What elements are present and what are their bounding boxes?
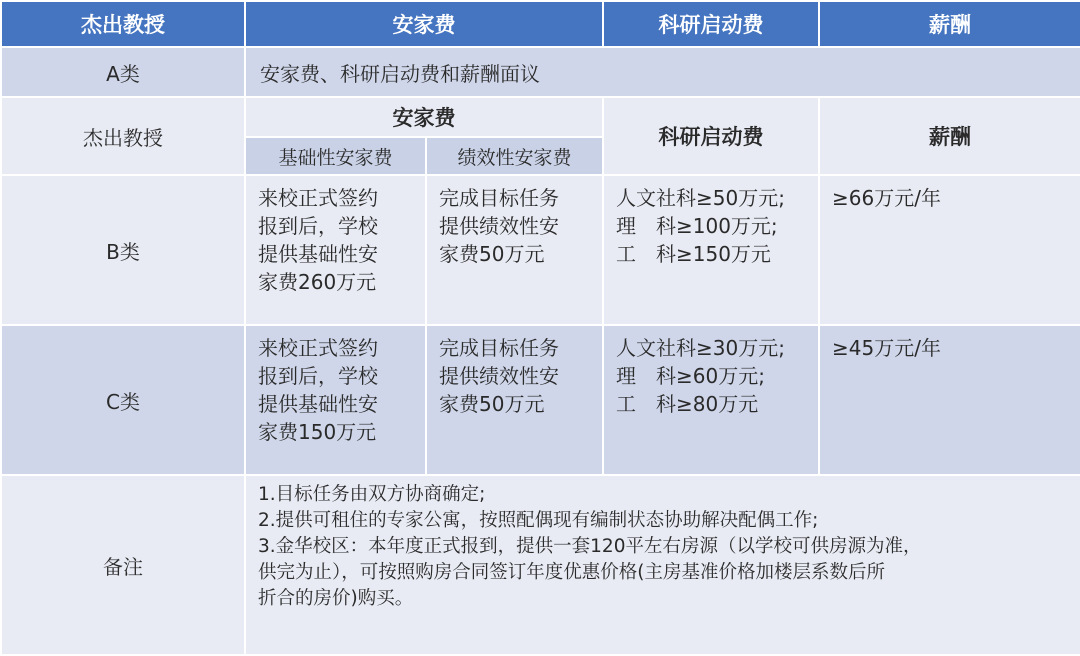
row-c-basic-line: 报到后，学校: [258, 364, 378, 388]
header-settlement-fee: 安家费: [245, 1, 603, 47]
row-b-performance-fee: [426, 175, 603, 325]
row-c-basic-line: 来校正式签约: [258, 336, 378, 360]
notes-line: 1.目标任务由双方协商确定;: [258, 484, 486, 505]
row-b-salary-text: ≥66万元/年: [832, 186, 941, 210]
subheader-settlement-fee: 安家费: [245, 97, 603, 137]
row-c-research-line: 理 科≥60万元;: [616, 364, 765, 388]
row-b-performance-line: 完成目标任务: [439, 186, 559, 210]
row-b-salary: [819, 175, 1080, 325]
notes-content: [245, 475, 1080, 655]
subheader-row: [1, 97, 1080, 137]
header-research-fund: 科研启动费: [603, 1, 819, 47]
row-c-research-line: 工 科≥80万元: [616, 392, 759, 416]
row-b-basic-fee: [245, 175, 426, 325]
header-category: 杰出教授: [1, 1, 245, 47]
subheader-salary: 薪酬: [819, 97, 1080, 175]
row-c-research-line: 人文社科≥30万元;: [616, 336, 785, 360]
row-c-label: C类: [1, 325, 245, 475]
row-b-research-fund: [603, 175, 819, 325]
header-salary: 薪酬: [819, 1, 1080, 47]
row-c-performance-fee: [426, 325, 603, 475]
row-c-basic-fee: [245, 325, 426, 475]
notes-line: 3.金华校区：本年度正式报到，提供一套120平左右房源（以学校可供房源为准，: [258, 536, 922, 557]
notes-line: 2.提供可租住的专家公寓，按照配偶现有编制状态协助解决配偶工作;: [258, 510, 819, 531]
subheader-basic-fee: 基础性安家费: [245, 137, 426, 175]
header-row: [1, 1, 1080, 47]
row-a: [1, 47, 1080, 97]
notes-label: 备注: [1, 475, 245, 655]
row-b-performance-line: 家费50万元: [439, 242, 545, 266]
subheader-category: 杰出教授: [1, 97, 245, 175]
row-c-performance-line: 完成目标任务: [439, 336, 559, 360]
row-b-research-line: 工 科≥150万元: [616, 242, 771, 266]
row-b-research-line: 人文社科≥50万元;: [616, 186, 785, 210]
row-c-salary: [819, 325, 1080, 475]
row-a-label: A类: [1, 47, 245, 97]
notes-line: 供完为止），可按照购房合同签订年度优惠价格(主房基准价格加楼层系数后所: [258, 562, 885, 583]
row-c: [1, 325, 1080, 475]
row-c-salary-text: ≥45万元/年: [832, 336, 941, 360]
row-b-basic-line: 家费260万元: [258, 270, 377, 294]
row-b-basic-line: 提供基础性安: [258, 242, 378, 266]
row-c-basic-line: 家费150万元: [258, 420, 377, 444]
notes-row: [1, 475, 1080, 655]
row-b-research-line: 理 科≥100万元;: [616, 214, 778, 238]
subheader-performance-fee: 绩效性安家费: [426, 137, 603, 175]
row-b-performance-line: 提供绩效性安: [439, 214, 559, 238]
row-c-basic-line: 提供基础性安: [258, 392, 378, 416]
row-b-label: B类: [1, 175, 245, 325]
row-c-research-fund: [603, 325, 819, 475]
row-b-basic-line: 报到后，学校: [258, 214, 378, 238]
row-c-performance-line: 家费50万元: [439, 392, 545, 416]
subheader-research-fund: 科研启动费: [603, 97, 819, 175]
row-b-basic-line: 来校正式签约: [258, 186, 378, 210]
row-a-text: 安家费、科研启动费和薪酬面议: [245, 47, 1080, 97]
row-b: [1, 175, 1080, 325]
row-c-performance-line: 提供绩效性安: [439, 364, 559, 388]
notes-line: 折合的房价)购买。: [258, 588, 414, 609]
